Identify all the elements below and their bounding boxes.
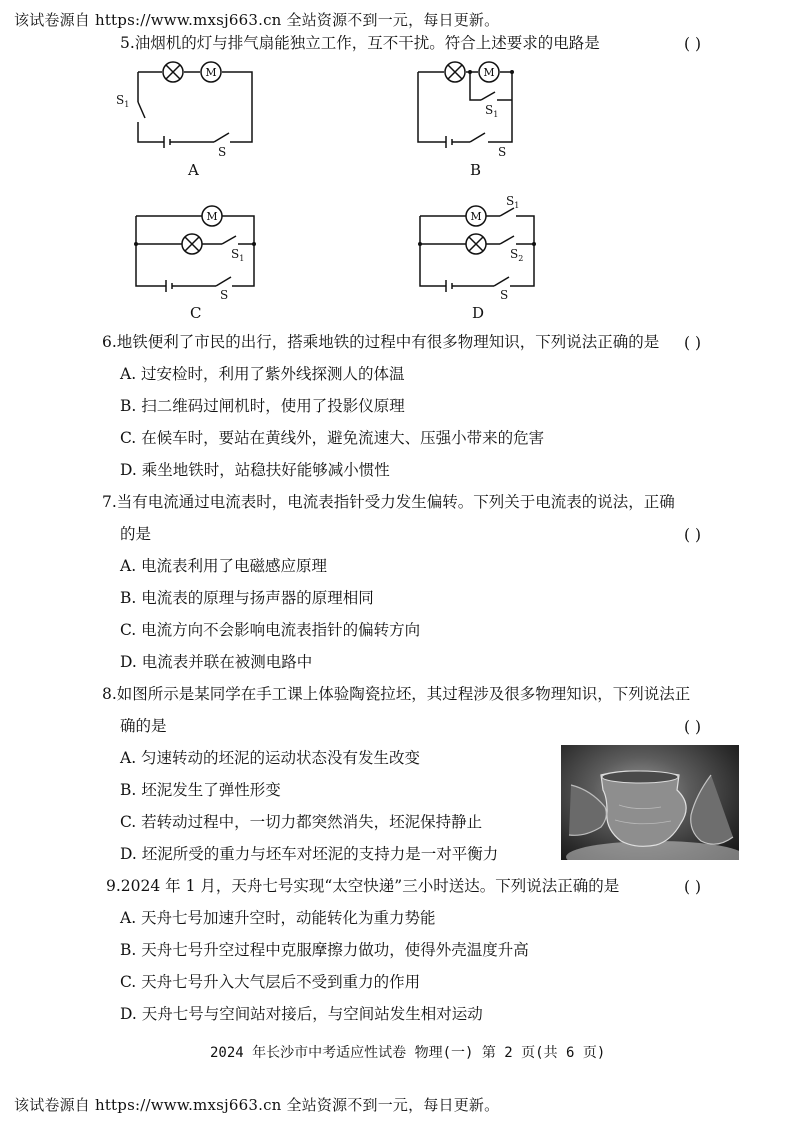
question-5-answer-paren: ( )	[684, 35, 702, 53]
question-8-text: 8.如图所示是某同学在手工课上体验陶瓷拉坯，其过程涉及很多物理知识，下列说法正	[102, 685, 691, 703]
circuit-d-caption: D	[472, 304, 485, 322]
question-9-text: 9.2024 年 1 月，天舟七号实现“太空快递”三小时送达。下列说法正确的是	[106, 877, 620, 895]
banner-bottom: 该试卷源自 https://www.mxsj663.cn 全站资源不到一元，每日更新。	[14, 1096, 500, 1114]
circuit-c-caption: C	[190, 304, 202, 322]
question-8-text-line2: 确的是	[120, 717, 167, 735]
question-6-option-d: D. 乘坐地铁时，站稳扶好能够减小惯性	[120, 461, 390, 479]
question-5-text: 5.油烟机的灯与排气扇能独立工作，互不干扰。符合上述要求的电路是	[120, 34, 600, 52]
question-7-option-c: C. 电流方向不会影响电流表指针的偏转方向	[120, 621, 421, 639]
circuit-d-switch-3-label: S	[500, 288, 509, 302]
question-6-answer-paren: ( )	[684, 334, 702, 352]
circuit-a-switch-2-label: S	[218, 145, 227, 159]
question-6-option-c: C. 在候车时，要站在黄线外，避免流速大、压强小带来的危害	[120, 429, 545, 447]
circuit-b-switch-2-label: S	[498, 145, 507, 159]
question-9-option-d: D. 天舟七号与空间站对接后，与空间站发生相对运动	[120, 1005, 483, 1023]
circuit-b	[418, 62, 512, 148]
question-5-circuit-diagrams	[0, 0, 794, 330]
circuit-a	[138, 62, 252, 148]
question-8-option-d: D. 坯泥所受的重力与坯车对坯泥的支持力是一对平衡力	[120, 845, 499, 863]
question-7-option-d: D. 电流表并联在被测电路中	[120, 653, 313, 671]
question-6-option-b: B. 扫二维码过闸机时，使用了投影仪原理	[120, 397, 405, 415]
question-9-answer-paren: ( )	[684, 878, 702, 896]
circuit-c-switch-2-label: S	[220, 288, 229, 302]
question-9-option-a: A. 天舟七号加速升空时，动能转化为重力势能	[120, 909, 436, 927]
circuit-c-switch-1-label: $S_1$	[231, 247, 245, 263]
circuit-b-caption: B	[470, 161, 482, 179]
question-7-answer-paren: ( )	[684, 526, 702, 544]
question-9-option-c: C. 天舟七号升入大气层后不受到重力的作用	[120, 973, 421, 991]
question-8-option-a: A. 匀速转动的坯泥的运动状态没有发生改变	[120, 749, 421, 767]
circuit-d-switch-2-label: $S_2$	[510, 247, 524, 263]
question-7-text: 7.当有电流通过电流表时，电流表指针受力发生偏转。下列关于电流表的说法，正确	[102, 493, 675, 511]
question-7-option-b: B. 电流表的原理与扬声器的原理相同	[120, 589, 374, 607]
circuit-d-motor-symbol: M	[470, 210, 482, 223]
question-6-option-a: A. 过安检时，利用了紫外线探测人的体温	[120, 365, 405, 383]
circuit-b-switch-1-label: $S_1$	[485, 103, 499, 119]
circuit-d-switch-1-label: $S_1$	[506, 194, 520, 210]
question-8-option-b: B. 坯泥发生了弹性形变	[120, 781, 281, 799]
question-6-text: 6.地铁便利了市民的出行，搭乘地铁的过程中有很多物理知识，下列说法正确的是	[102, 333, 660, 351]
banner-top: 该试卷源自 https://www.mxsj663.cn 全站资源不到一元，每日更新。	[14, 11, 500, 29]
question-7-text-line2: 的是	[120, 525, 152, 543]
question-9-option-b: B. 天舟七号升空过程中克服摩擦力做功，使得外壳温度升高	[120, 941, 529, 959]
pottery-wheel-photo	[561, 745, 739, 860]
question-8-answer-paren: ( )	[684, 718, 702, 736]
circuit-b-motor-symbol: M	[483, 66, 495, 79]
question-8-option-c: C. 若转动过程中，一切力都突然消失，坯泥保持静止	[120, 813, 483, 831]
circuit-a-switch-1-label: $S_1$	[116, 93, 130, 109]
question-7-option-a: A. 电流表利用了电磁感应原理	[120, 557, 328, 575]
page-footer: 2024 年长沙市中考适应性试卷 物理(一) 第 2 页(共 6 页)	[210, 1045, 606, 1061]
circuit-c-motor-symbol: M	[206, 210, 218, 223]
circuit-a-motor-symbol: M	[205, 66, 217, 79]
pottery-illustration-icon	[561, 745, 739, 860]
circuit-a-caption: A	[188, 161, 199, 179]
